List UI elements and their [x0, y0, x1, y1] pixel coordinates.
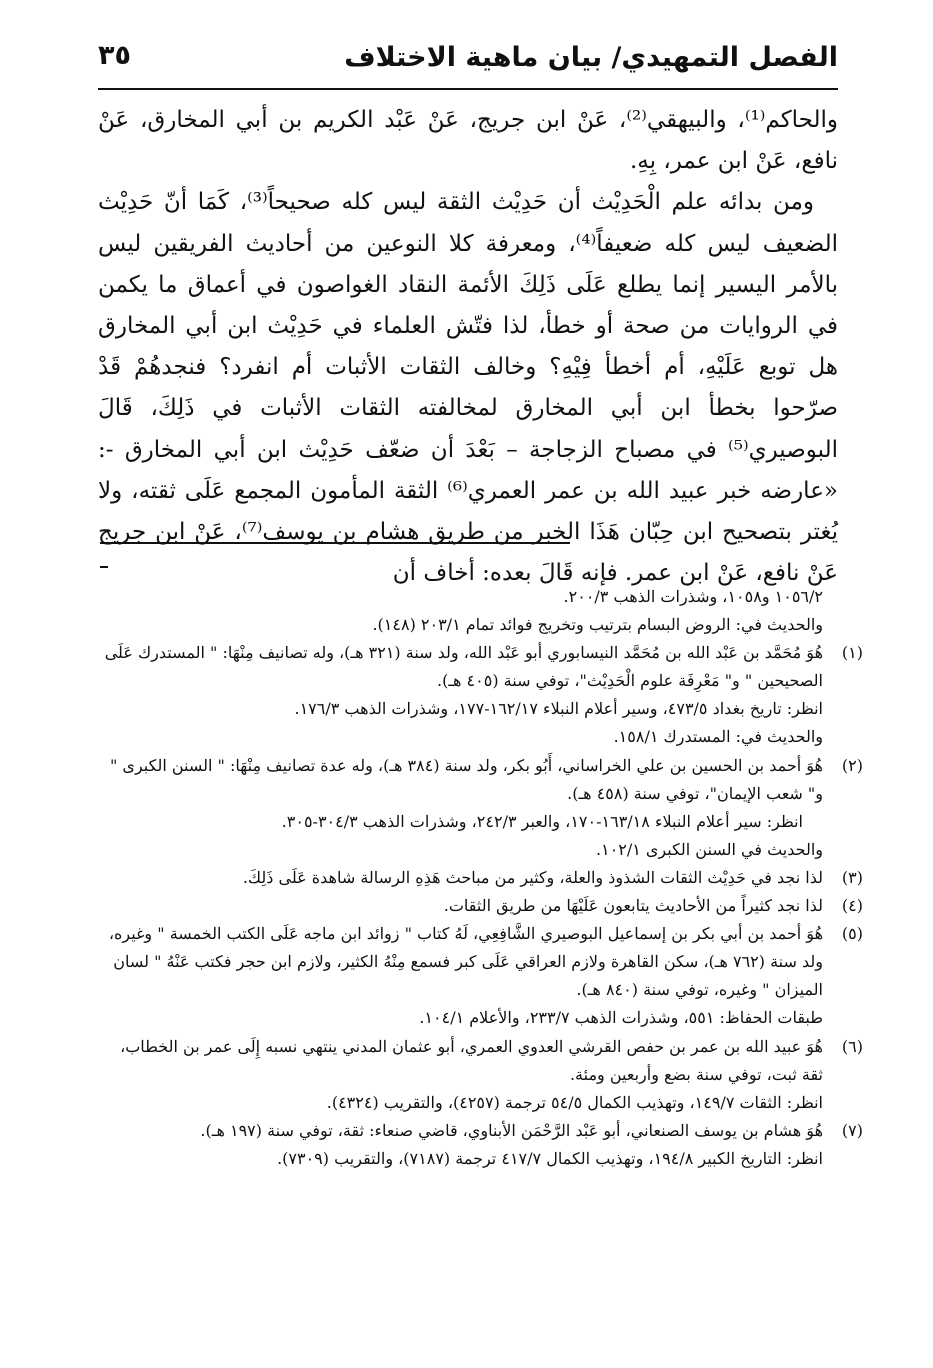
footnote-number: (١) — [841, 643, 863, 663]
footnote-number: (٤) — [841, 896, 863, 916]
footnote-text: لذا نجد كثيراً من الأحاديث يتابعون عَلَيْهَا من طريق الثقات. — [443, 896, 823, 916]
footnote-text: هُوَ عبيد الله بن عمر بن حفص القرشي العدوي العمري، أبو عثمان المدني ينتهي نسبه إِلَى عمر بن الخطاب، ثقة ثبت، توفي سنة بضع وأربعين ومئة. — [120, 1036, 823, 1084]
body-paragraph: ومن بدائه علم الْحَدِيْث أن حَدِيْث الثقة ليس كله صحيحاً⁽³⁾، كَمَا أنّ حَدِيْث الضعيف ليس كله ضعيفاً⁽⁴⁾، ومعرفة كلا النوعين من أحاديث الفريقين ليس بالأمر اليسير إنما يطلع عَلَى ذَلِكَ الأئمة النقاد الغواصون في أعماق ما يكمن في الروايات من صحة أو خطأ، لذا فتّش العلماء في حَدِيْث ابن أبي المخارق هل توبع عَلَيْهِ، أم أخطأ فِيْهِ؟ وخالف الثقات الأثبات أم انفرد؟ فنجدهُمْ قَدْ صرّحوا بخطأ ابن أبي المخارق لمخالفته الثقات الأثبات في ذَلِكَ، قَالَ البوصيري⁽⁵⁾ في مصباح الزجاجة – بَعْدَ أن ضعّف حَدِيْث ابن أبي المخارق -: «عارضه خبر عبيد الله بن عمر العمري⁽⁶⁾ الثقة المأمون المجمع عَلَى ثقته، ولا يُغتر بتصحيح ابن حِبّان هَذَا الخبر من طريق هشام بن يوسف⁽⁷⁾، عَنْ ابن جريج عَنْ نافع، عَنْ ابن عمر. فإنه قَالَ بعده: أخاف أن — [98, 189, 838, 587]
footnote — [100, 892, 863, 920]
footnote-number: (٥) — [841, 924, 863, 944]
footnote-number: (٣) — [841, 867, 863, 887]
body-paragraph: والحاكم⁽¹⁾، والبيهقي⁽²⁾، عَنْ ابن جريج، عَنْ عَبْد الكريم بن أبي المخارق، عَنْ نافع، عَنْ ابن عمر، بِهِ. — [98, 107, 838, 175]
footnote-text: هُوَ أحمد بن أبي بكر بن إسماعيل البوصيري الشَّافِعِي، لَهُ كتاب " زوائد ابن ماجه عَلَى الكتب الخمسة " وغيره، ولد سنة (٧٦٢ هـ)، سكن القاهرة ولازم العراقي عَلَى كبر فسمع مِنْهُ الكثير، ولازم ابن حجر فكتب عَنْهُ " لسان الميزان " وغيره، توفي سنة (٨٤٠ هـ). — [108, 924, 823, 1000]
footnote — [100, 864, 863, 892]
footnotes — [100, 583, 863, 1173]
page-number: ٣٥ — [98, 40, 131, 71]
chapter-title: الفصل التمهيدي/ بيان ماهية الاختلاف — [344, 42, 838, 73]
footnote-reference: انظر: سير أعلام النبلاء ١٦٣/١٨-١٧٠، والعبر ٢٤٢/٣، وشذرات الذهب ٣٠٤/٣-٣٠٥. — [281, 811, 803, 831]
footnote-reference: طبقات الحفاظ: ٥٥١، وشذرات الذهب ٢٣٣/٧، والأعلام ١٠٤/١. — [419, 1008, 823, 1028]
footnote-number: (٦) — [841, 1036, 863, 1056]
footnote — [100, 920, 863, 1004]
footnote-number: (٢) — [841, 755, 863, 775]
footnote-reference: والحديث في السنن الكبرى ١٠٢/١. — [595, 839, 823, 859]
main-text — [98, 100, 838, 594]
footnote-reference: انظر: الثقات ١٤٩/٧، وتهذيب الكمال ٥٤/٥ ترجمة (٤٢٥٧)، والتقريب (٤٣٢٤). — [326, 1092, 823, 1112]
footnote-reference: والحديث في: المستدرك ١٥٨/١. — [613, 727, 823, 747]
footnote — [100, 1117, 863, 1145]
footnote-continuation: والحديث في: الروض البسام بترتيب وتخريج فوائد تمام ٢٠٣/١ (١٤٨). — [372, 615, 823, 635]
footnote — [100, 752, 863, 808]
footnote-continuation: ١٠٥٦/٢ و١٠٥٨، وشذرات الذهب ٢٠٠/٣. — [563, 587, 823, 606]
footnote-number: (٧) — [841, 1120, 863, 1140]
continuation-mark — [100, 566, 108, 568]
footnote — [100, 1033, 863, 1089]
footnote-text: هُوَ مُحَمَّد بن عَبْد الله بن مُحَمَّد النيسابوري أبو عَبْد الله، ولد سنة (٣٢١ هـ)، وله تصانيف مِنْهَا: " المستدرك عَلَى الصحيحين " و" مَعْرِفَة علوم الْحَدِيْث"، توفي سنة (٤٠٥ هـ). — [104, 643, 823, 691]
page-header — [98, 38, 838, 90]
footnote-reference: انظر: تاريخ بغداد ٤٧٣/٥، وسير أعلام النبلاء ١٦٢/١٧-١٧٧، وشذرات الذهب ١٧٦/٣. — [294, 699, 823, 719]
footnote-text: هُوَ أحمد بن الحسين بن علي الخراساني، أَبُو بكر، ولد سنة (٣٨٤ هـ)، وله عدة تصانيف مِنْهَا: " السنن الكبرى " و" شعب الإيمان"، توفي سنة (٤٥٨ هـ). — [109, 755, 823, 803]
footnote — [100, 639, 863, 695]
footnote-reference: انظر: التاريخ الكبير ١٩٤/٨، وتهذيب الكمال ٤١٧/٧ ترجمة (٧١٨٧)، والتقريب (٧٣٠٩). — [277, 1148, 823, 1168]
footnote-text: هُوَ هشام بن يوسف الصنعاني، أبو عَبْد الرَّحْمَن الأبناوي، قاضي صنعاء: ثقة، توفي سنة (١٩٧ هـ). — [200, 1120, 823, 1140]
footnote-text: لذا نجد في حَدِيْث الثقات الشذوذ والعلة، وكثير من مباحث هَذِهِ الرسالة شاهدة عَلَى ذَلِكَ. — [242, 867, 823, 887]
footnote-separator — [100, 542, 570, 544]
